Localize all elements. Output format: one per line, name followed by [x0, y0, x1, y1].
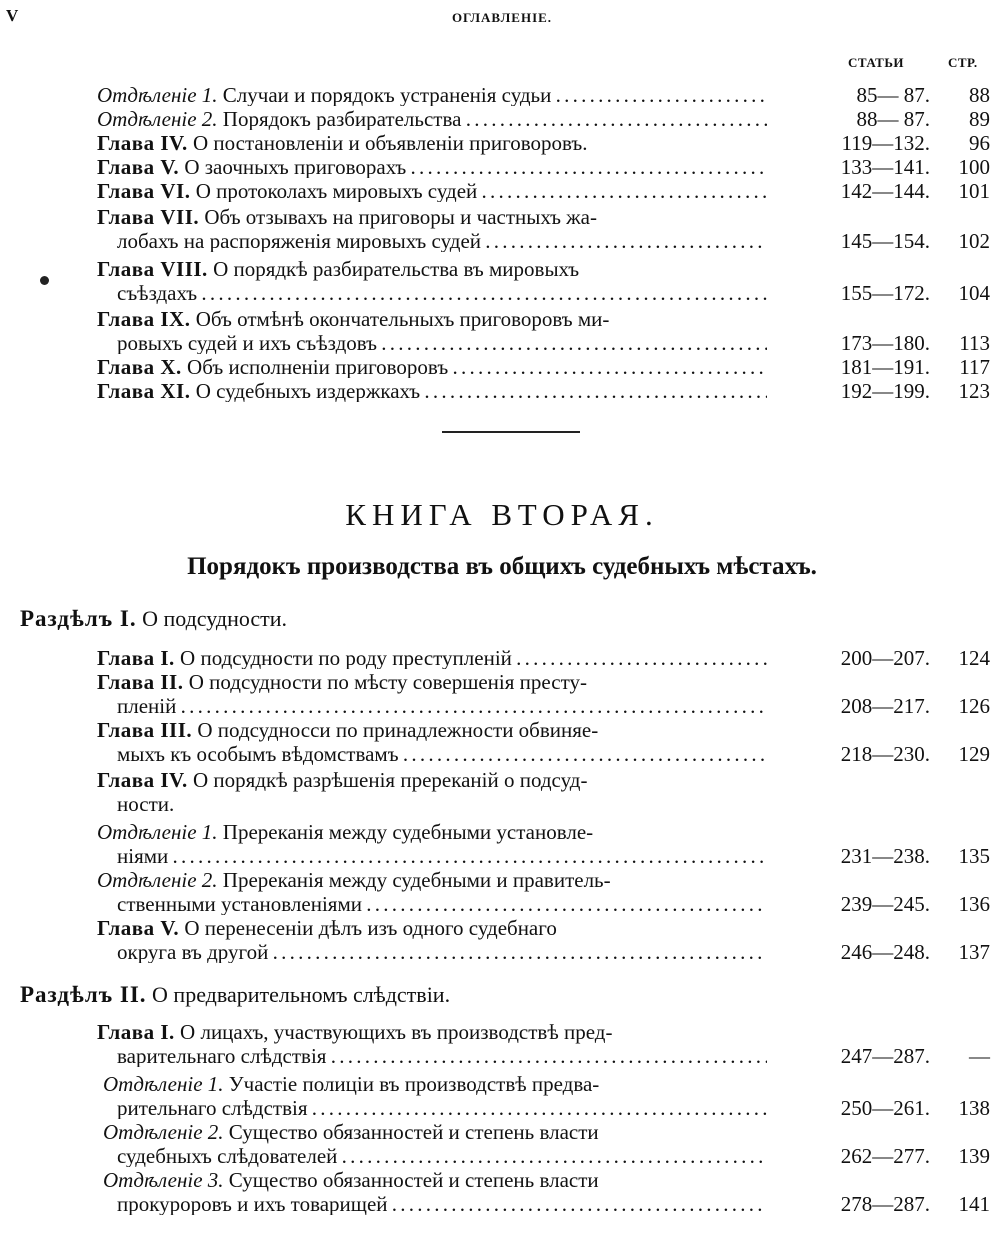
entry-title: Пререканія между судебными и правитель- — [222, 868, 611, 892]
entry-label: Глава V. — [97, 916, 180, 940]
entry-title-continued: прокуроровъ и ихъ товарищей . . . — [117, 1193, 767, 1215]
entry-articles: 173—180. — [840, 331, 930, 355]
entry-title: Порядокъ разбирательства — [222, 108, 462, 130]
entry-page: 117 — [959, 355, 990, 379]
section-heading — [20, 606, 287, 632]
entry-title: О постановленіи и объявленіи приговоровъ. — [193, 131, 588, 155]
entry-label: Глава XI. — [97, 380, 191, 402]
entry-page: 135 — [958, 844, 990, 868]
entry-articles: 200—207. — [840, 646, 930, 670]
entry-title: Случаи и порядокъ устраненія судьи — [222, 84, 552, 106]
entry-articles: 85— 87. — [856, 83, 930, 107]
entry-title: Существо обязанностей и степень власти — [228, 1120, 599, 1144]
entry-title: О протоколахъ мировыхъ судей — [195, 180, 478, 202]
book-subtitle: Порядокъ производства въ общихъ судебныхъ мѣстахъ. — [187, 553, 817, 580]
entry-page: 100 — [958, 155, 990, 179]
entry-page: 124 — [958, 646, 990, 670]
entry-articles: 218—230. — [840, 742, 930, 766]
entry-label: Отдѣленіе 2. — [97, 868, 218, 892]
entry-label: Отдѣленіе 1. — [103, 1072, 224, 1096]
entry-page: 96 — [969, 131, 990, 155]
entry-articles: 88— 87. — [856, 107, 930, 131]
entry-title: О порядкѣ разрѣшенія пререканій о подсуд- — [193, 768, 588, 792]
entry-title: О судебныхъ издержкахъ — [195, 380, 421, 402]
entry-label: Глава III. — [97, 718, 193, 742]
entry-page: — — [969, 1044, 990, 1068]
entry-articles: 133—141. — [840, 155, 930, 179]
section-divider — [442, 431, 580, 433]
entry-label: Глава IV. — [97, 768, 188, 792]
entry-title: О перенесеніи дѣлъ изъ одного судебнаго — [184, 916, 557, 940]
entry-articles: 145—154. — [840, 229, 930, 253]
entry-articles: 262—277. — [840, 1144, 930, 1168]
entry-page: 139 — [958, 1144, 990, 1168]
entry-title: Существо обязанностей и степень власти — [228, 1168, 599, 1192]
entry-page: 88 — [969, 83, 990, 107]
entry-title-continued: ніями . . . — [117, 845, 767, 867]
entry-label: Глава VII. — [97, 205, 200, 229]
entry-title: О подсудносси по принадлежности обвиняе- — [197, 718, 599, 742]
ink-dot — [40, 276, 49, 285]
entry-articles: 246—248. — [840, 940, 930, 964]
entry-articles: 247—287. — [840, 1044, 930, 1068]
entry-title-continued: судебныхъ слѣдователей . . . — [117, 1145, 767, 1167]
entry-page: 123 — [958, 379, 990, 403]
section-label: Раздѣлъ II. — [20, 982, 147, 1007]
entry-title-continued: ственными установленіями . . . — [117, 893, 767, 915]
entry-title-continued: рительнаго слѣдствія . . . — [117, 1097, 767, 1119]
entry-page: 89 — [969, 107, 990, 131]
entry-title: Объ отмѣнѣ окончательныхъ приговоровъ ми- — [195, 307, 610, 331]
entry-title-continued: округа въ другой . . . — [117, 941, 767, 963]
entry-label: Отдѣленіе 2. — [103, 1120, 224, 1144]
entry-label: Глава VI. — [97, 180, 191, 202]
entry-title-continued: ности. — [117, 792, 175, 816]
entry-title: Объ отзывахъ на приговоры и частныхъ жа- — [204, 205, 597, 229]
entry-label: Отдѣленіе 3. — [103, 1168, 224, 1192]
entry-title: О заочныхъ приговорахъ — [184, 156, 407, 178]
entry-page: 126 — [958, 694, 990, 718]
section-title: О подсудности. — [142, 606, 288, 631]
entry-title-continued: лобахъ на распоряженія мировыхъ судей . . . — [117, 230, 767, 252]
entry-articles: 208—217. — [840, 694, 930, 718]
entry-label: Глава I. — [97, 647, 175, 669]
entry-label: Отдѣленіе 1. — [97, 820, 218, 844]
section-label: Раздѣлъ I. — [20, 606, 137, 631]
entry-label: Глава X. — [97, 356, 182, 378]
entry-label: Глава II. — [97, 670, 184, 694]
entry-label: Глава IX. — [97, 307, 191, 331]
entry-title: О подсудности по роду преступленій — [180, 647, 512, 669]
entry-title: Объ исполненіи приговоровъ — [187, 356, 449, 378]
entry-page: 113 — [959, 331, 990, 355]
entry-title-continued: пленій . . . — [117, 695, 767, 717]
entry-label: Глава VIII. — [97, 257, 208, 281]
entry-label: Глава I. — [97, 1020, 175, 1044]
entry-title-continued: съѣздахъ . . . — [117, 282, 767, 304]
entry-page: 138 — [958, 1096, 990, 1120]
entry-articles: 142—144. — [840, 179, 930, 203]
entry-title-continued: мыхъ къ особымъ вѣдомствамъ . . . — [117, 743, 767, 765]
entry-articles: 155—172. — [840, 281, 930, 305]
book-title: КНИГА ВТОРАЯ. — [345, 497, 659, 532]
entry-page: 104 — [958, 281, 990, 305]
entry-page: 129 — [958, 742, 990, 766]
running-title: ОГЛАВЛЕНІЕ. — [451, 10, 553, 25]
entry-title: О подсудности по мѣсту совершенія престу- — [188, 670, 587, 694]
column-head-pages: СТР. — [948, 55, 978, 70]
entry-title: О порядкѣ разбирательства въ мировыхъ — [213, 257, 580, 281]
entry-title: Пререканія между судебными установле- — [222, 820, 594, 844]
entry-page: 102 — [958, 229, 990, 253]
section-heading — [20, 982, 450, 1008]
entry-articles: 278—287. — [840, 1192, 930, 1216]
entry-label: Глава V. — [97, 156, 180, 178]
column-head-articles: СТАТЬИ — [848, 55, 905, 70]
entry-label: Отдѣленіе 2. — [97, 108, 218, 130]
entry-label: Глава IV. — [97, 131, 188, 155]
entry-page: 137 — [958, 940, 990, 964]
entry-articles: 119—132. — [841, 131, 930, 155]
entry-title: Участіе полиціи въ производствѣ предва- — [228, 1072, 600, 1096]
entry-articles: 192—199. — [840, 379, 930, 403]
entry-articles: 250—261. — [840, 1096, 930, 1120]
entry-articles: 239—245. — [840, 892, 930, 916]
entry-articles: 181—191. — [840, 355, 930, 379]
entry-page: 141 — [958, 1192, 990, 1216]
entry-page: 101 — [958, 179, 990, 203]
entry-page: 136 — [958, 892, 990, 916]
entry-title: О лицахъ, участвующихъ въ производствѣ пред- — [180, 1020, 613, 1044]
entry-articles: 231—238. — [840, 844, 930, 868]
entry-label: Отдѣленіе 1. — [97, 84, 218, 106]
page-number: V — [6, 6, 19, 25]
entry-title-continued: ровыхъ судей и ихъ съѣздовъ . . . — [117, 332, 767, 354]
entry-title-continued: варительнаго слѣдствія . . . — [117, 1045, 767, 1067]
section-title: О предварительномъ слѣдствіи. — [152, 982, 451, 1007]
